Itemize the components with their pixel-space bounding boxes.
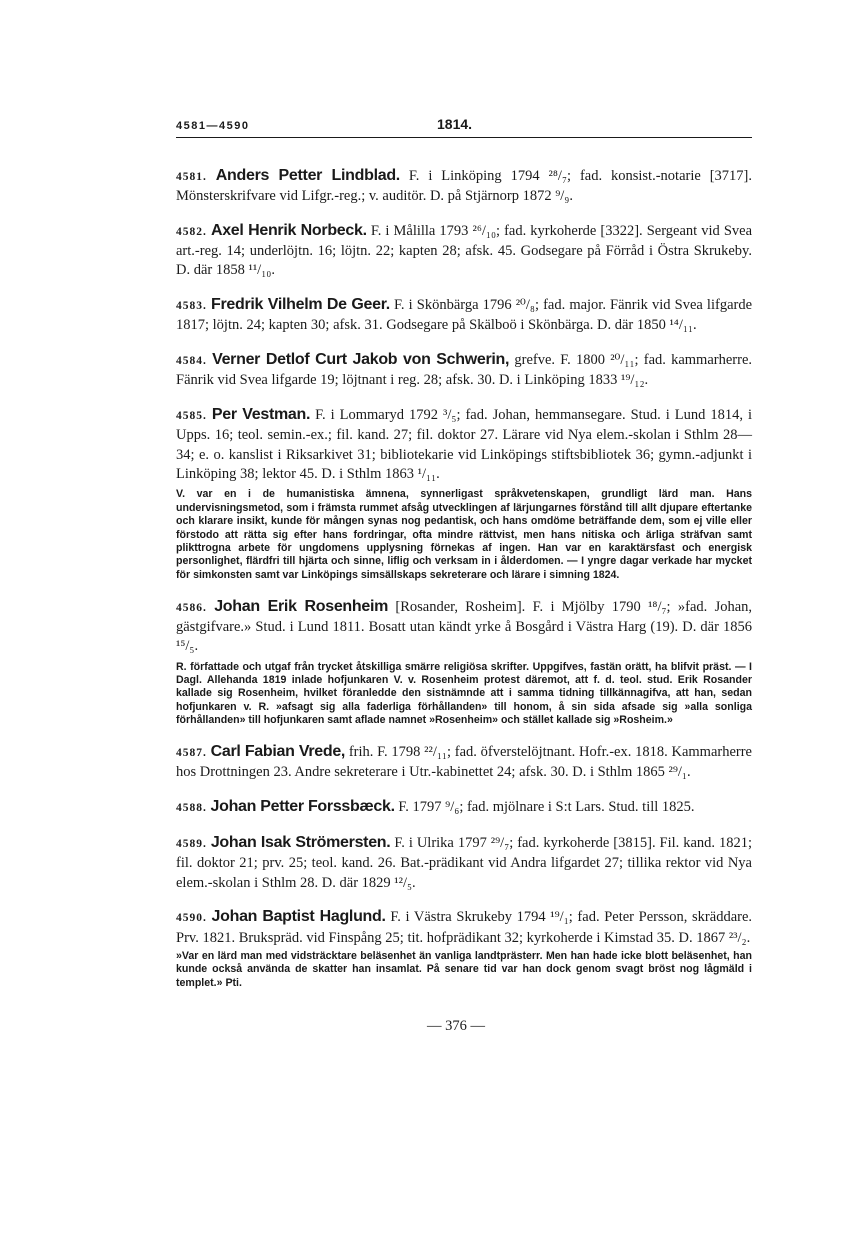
entry-text: F. i Linköping 1794 ²⁸/₇; fad. konsist.-notarie [3717]. Mönsterskrifvare vid Lifgr.-reg.; v. auditör. D. på Stjärnorp 1872 ⁹/₉.	[176, 167, 752, 204]
entry-4585	[176, 405, 752, 484]
entry-note: R. författade och utgaf från trycket åtskilliga smärre religiösa skrifter. Uppgifves, fastän orätt, ha blifvit präst. — I Dagl. Allehanda 1819 inlade hofjunkaren V. v. Rosenheim protest däremot, att f. d. teol. stud. Erik Rosander kallade sig Rosenheim, hvilket föranledde den sistnämnde att i samma tidning tillkännagifva, att han, sedan hofjunkaren v. R. »afsagt sig alla faderliga förhållanden» till honom, å sin sida afsade sig »alla sonliga förhållanden» till hofjunkaren samt aflade namnet »Rosenheim» och stället kallade sig »Rosheim.»	[176, 660, 752, 727]
entry-number: 4587.	[176, 747, 207, 760]
entry-4582	[176, 221, 752, 281]
entry-note: V. var en i de humanistiska ämnena, synnerligast språkvetenskapen, grundligt lärd man. Hans undervisningsmetod, som i främsta rummet afsåg utvecklingen af lärjungarnes förstånd till allt djupare eftertanke och klarare insikt, kunde för mången synas nog pedantisk, och hans omdöme beträffande dem, som ej ville eller förstodo att rätta sig efter hans fordringar, ofta mindre rättvist, men hans nitiska och ärliga sträfvan samt plikttrogna arbete för ungdomens upplysning förnekas af ingen. Han var en karaktärsfast och energisk personlighet, flärdfri till hjärta och sinne, liflig och verksam in i ålderdomen. — I yngre dagar verkade har mycket för simkonsten samt var Linköpings simsällskaps sekreterare och lärare i simning 1824.	[176, 488, 752, 581]
entry-name: Johan Isak Strömersten.	[210, 834, 391, 852]
entry-number: 4588.	[176, 802, 207, 815]
entry-name: Johan Baptist Haglund.	[211, 908, 386, 926]
entry-number: 4584.	[176, 355, 207, 368]
page-year: 1814.	[437, 116, 473, 132]
entry-4581	[176, 166, 752, 207]
entry-name: Axel Henrik Norbeck.	[210, 221, 367, 239]
entry-number: 4586.	[176, 601, 207, 614]
entry-number: 4589.	[176, 838, 207, 851]
entry-note: »Var en lärd man med vidsträcktare beläsenhet än vanliga landtprästerr. Men han hade icke blott beläsenhet, han kunde också använda de skatter han insamlat. På senare tid var han dock genom svagt bröst nog lågmäld i templet.» Pti.	[176, 950, 752, 989]
entry-text: frih. F. 1798 ²²/₁₁; fad. öfverstelöjtnant. Hofr.-ex. 1818. Kammarherre hos Drottningen 23. Andre sekreterare i Utr.-kabinettet 24; afsk. 30. D. i Sthlm 1865 ²⁹/₁.	[176, 744, 752, 781]
entry-range: 4581—4590	[176, 120, 250, 132]
entry-text: F. 1797 ⁹/₆; fad. mjölnare i S:t Lars. Stud. till 1825.	[398, 799, 695, 816]
entry-4586	[176, 597, 752, 657]
entry-number: 4581.	[176, 170, 207, 183]
entry-4584	[176, 350, 752, 391]
entry-text: grefve. F. 1800 ²⁰/₁₁; fad. kammarherre. Fänrik vid Svea lifgarde 19; löjtnant i reg. 28; afsk. 30. D. i Linköping 1833 ¹⁹/₁₂.	[176, 352, 753, 389]
entry-name: Johan Petter Forssbæck.	[210, 798, 395, 816]
entry-4590	[176, 907, 752, 948]
entry-4583	[176, 295, 752, 336]
entry-number: 4590.	[176, 912, 207, 925]
entry-name: Per Vestman.	[211, 406, 311, 424]
entry-text: F. i Målilla 1793 ²⁶/₁₀; fad. kyrkoherde [3322]. Sergeant vid Svea art.-reg. 14; underlöjtn. 16; löjtn. 22; kapten 28; afsk. 45. Godsegare på Förråd i Östra Skrukeby. D. där 1858 ¹¹/₁₀.	[176, 222, 753, 279]
entry-text: F. i Västra Skrukeby 1794 ¹⁹/₁; fad. Peter Persson, skräddare. Prv. 1821. Brukspräd. vid Finspång 25; tit. hofprädikant 32; kyrkoherde i Kimstad 35. D. 1867 ²³/₂.	[176, 909, 753, 946]
entry-number: 4582.	[176, 225, 207, 238]
entry-4589	[176, 833, 752, 893]
entry-name: Anders Petter Lindblad.	[215, 166, 400, 184]
entry-name: Carl Fabian Vrede,	[210, 743, 346, 761]
entry-number: 4585.	[176, 410, 207, 423]
entry-text: F. i Skönbärga 1796 ²⁰/₈; fad. major. Fänrik vid Svea lifgarde 1817; löjtn. 24; kapten 30; afsk. 31. Godsegare på Skälboö i Skönbärga. D. där 1850 ¹⁴/₁₁.	[176, 296, 753, 334]
entry-name: Johan Erik Rosenheim	[214, 597, 389, 615]
entry-4587	[176, 742, 752, 783]
entry-number: 4583.	[176, 299, 207, 312]
entry-name: Fredrik Vilhelm De Geer.	[210, 295, 390, 313]
entry-text: F. i Ulrika 1797 ²⁹/₇; fad. kyrkoherde [3815]. Fil. kand. 1821; fil. doktor 21; prv. 25; teol. kand. 26. Bat.-prädikant vid Andra lifgardet 27; tillika rektor vid Nya elem.-skolan i Sthlm 28. D. där 1829 ¹²/₅.	[176, 835, 753, 891]
header-rule	[176, 137, 752, 138]
entry-text: [Rosander, Rosheim]. F. i Mjölby 1790 ¹⁸/₇; »fad. Johan, gästgifvare.» Stud. i Lund 1811. Bosatt utan kändt yrke å Bosgård i Västra Harg (19). D. där 1856 ¹⁵/₅.	[176, 598, 753, 655]
page-number: — 376 —	[427, 1018, 485, 1034]
entry-4588	[176, 797, 752, 818]
entry-name: Verner Detlof Curt Jakob von Schwerin,	[212, 351, 510, 369]
entries-column	[176, 151, 752, 999]
entry-text: F. i Lommaryd 1792 ³/₅; fad. Johan, hemmansegare. Stud. i Lund 1814, i Upps. 16; teol. semin.-ex.; fil. kand. 27; fil. doktor 27. Lärare vid Nya elem.-skolan i Sthlm 28—34; e. o. kanslist i Riksarkivet 31; bibliotekarie vid Linköpings stiftsbibliotek 36; gymn.-adjunkt i Linköping 38; lektor 45. D. i Sthlm 1863 ¹/₁₁.	[176, 407, 752, 483]
